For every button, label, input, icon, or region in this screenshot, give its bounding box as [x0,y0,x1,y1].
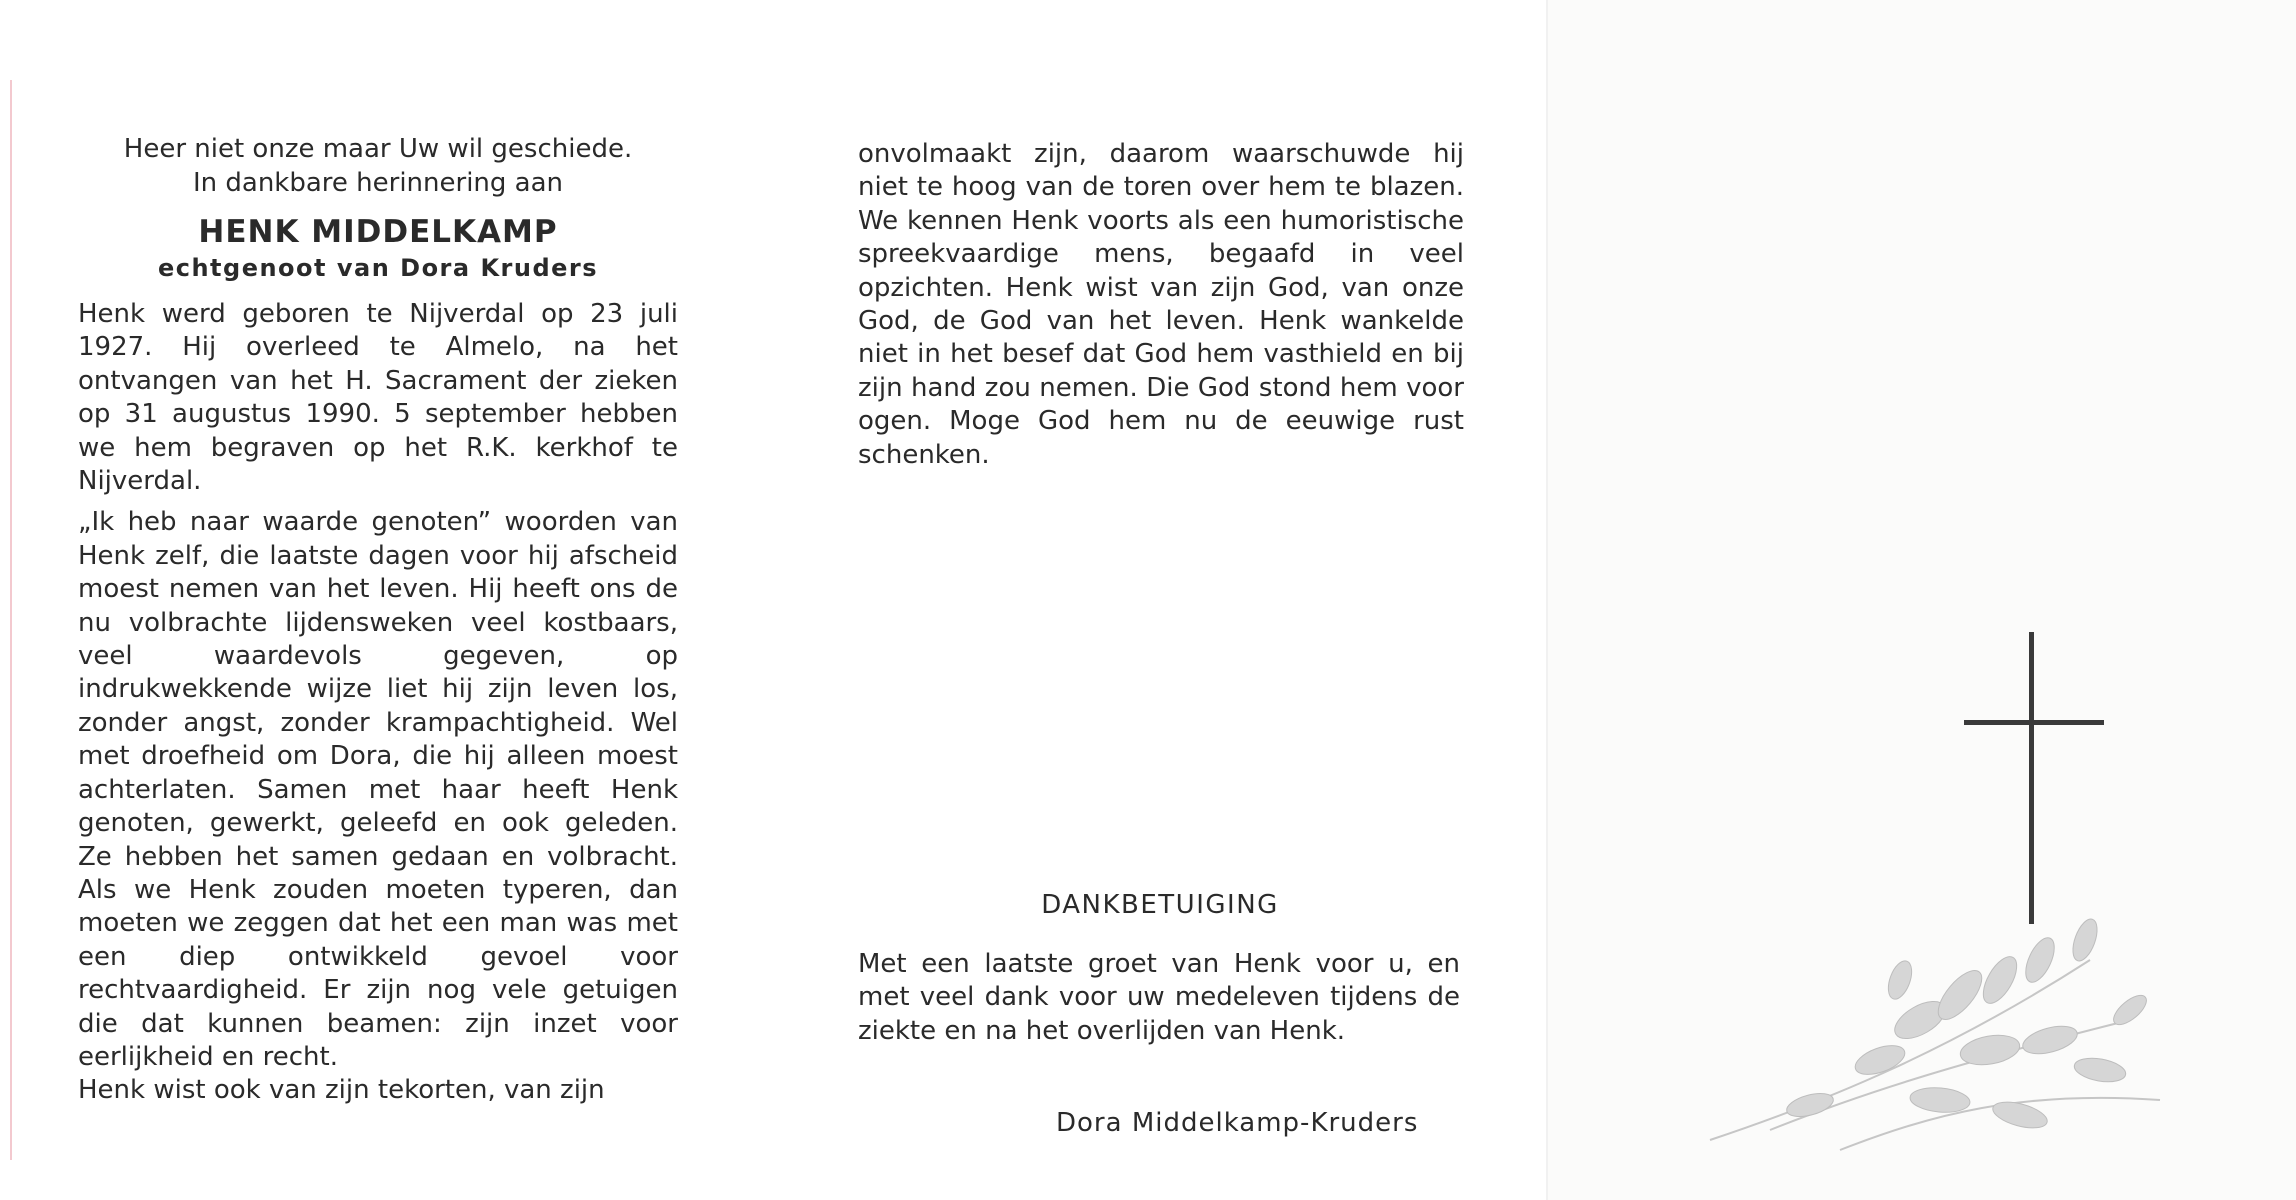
card-edge [10,80,12,1160]
deceased-name: HENK MIDDELKAMP [198,214,558,250]
middle-column [858,138,1464,472]
closing-paragraph-start: Henk wist ook van zijn tekorten, van zijn [78,1075,605,1106]
intro-line: In dankbare herinnering aan [192,168,564,198]
spouse-line: echtgenoot van Dora Kruders [157,254,599,282]
cross-icon [1964,632,2104,924]
thanks-text: Met een laatste groet van Henk voor u, en met veel dank voor uw medeleven tijdens de ziekte en na het overlijden van Henk. [858,949,1460,1046]
biography-paragraph: Henk werd geboren te Nijverdal op 23 juli 1927. Hij overleed te Almelo, na het ontvangen van het H. Sacrament der zieken op 31 augustus 1990. 5 september hebben we hem begraven op het R.K. kerkhof te Nijverdal. [78,299,678,497]
tribute-paragraph: „Ik heb naar waarde genoten” woorden van Henk zelf, die laatste dagen voor hij afscheid moest nemen van het leven. Hij heeft ons de nu volbrachte lijdensweken veel kostbaars, veel waardevols gegeven, op indrukwekkende wijze liet hij zijn leven los, zonder angst, zonder krampachtigheid. Wel met droefheid om Dora, die hij alleen moest achterlaten. Samen met haar heeft Henk genoten, gewerkt, geleefd en ook geleden. Ze hebben het samen gedaan en volbracht. Als we Henk zouden moeten typeren, dan moeten we zeggen dat het een man was met een diep ontwikkeld gevoel voor rechtvaardigheid. Er zijn nog vele getuigen die dat kunnen beamen: zijn inzet voor eerlijkheid en recht. [78,507,678,1072]
signature: Dora Middelkamp-Kruders [1056,1108,1419,1138]
floral-spray-icon [1690,900,2170,1170]
thanks-heading: DANKBETUIGING [1041,890,1279,920]
motto: Heer niet onze maar Uw wil geschiede. [123,134,633,164]
left-column [78,132,678,1108]
closing-paragraph-continued: onvolmaakt zijn, daarom waarschuwde hij niet te hoog van de toren over hem te blazen. We kennen Henk voorts als een humoristische spreekvaardige mens, begaafd in veel opzichten. Henk wist van zijn God, van onze God, de God van het leven. Henk wankelde niet in het besef dat God hem vasthield en bij zijn hand zou nemen. Die God stond hem voor ogen. Moge God hem nu de eeuwige rust schenken. [858,139,1464,470]
